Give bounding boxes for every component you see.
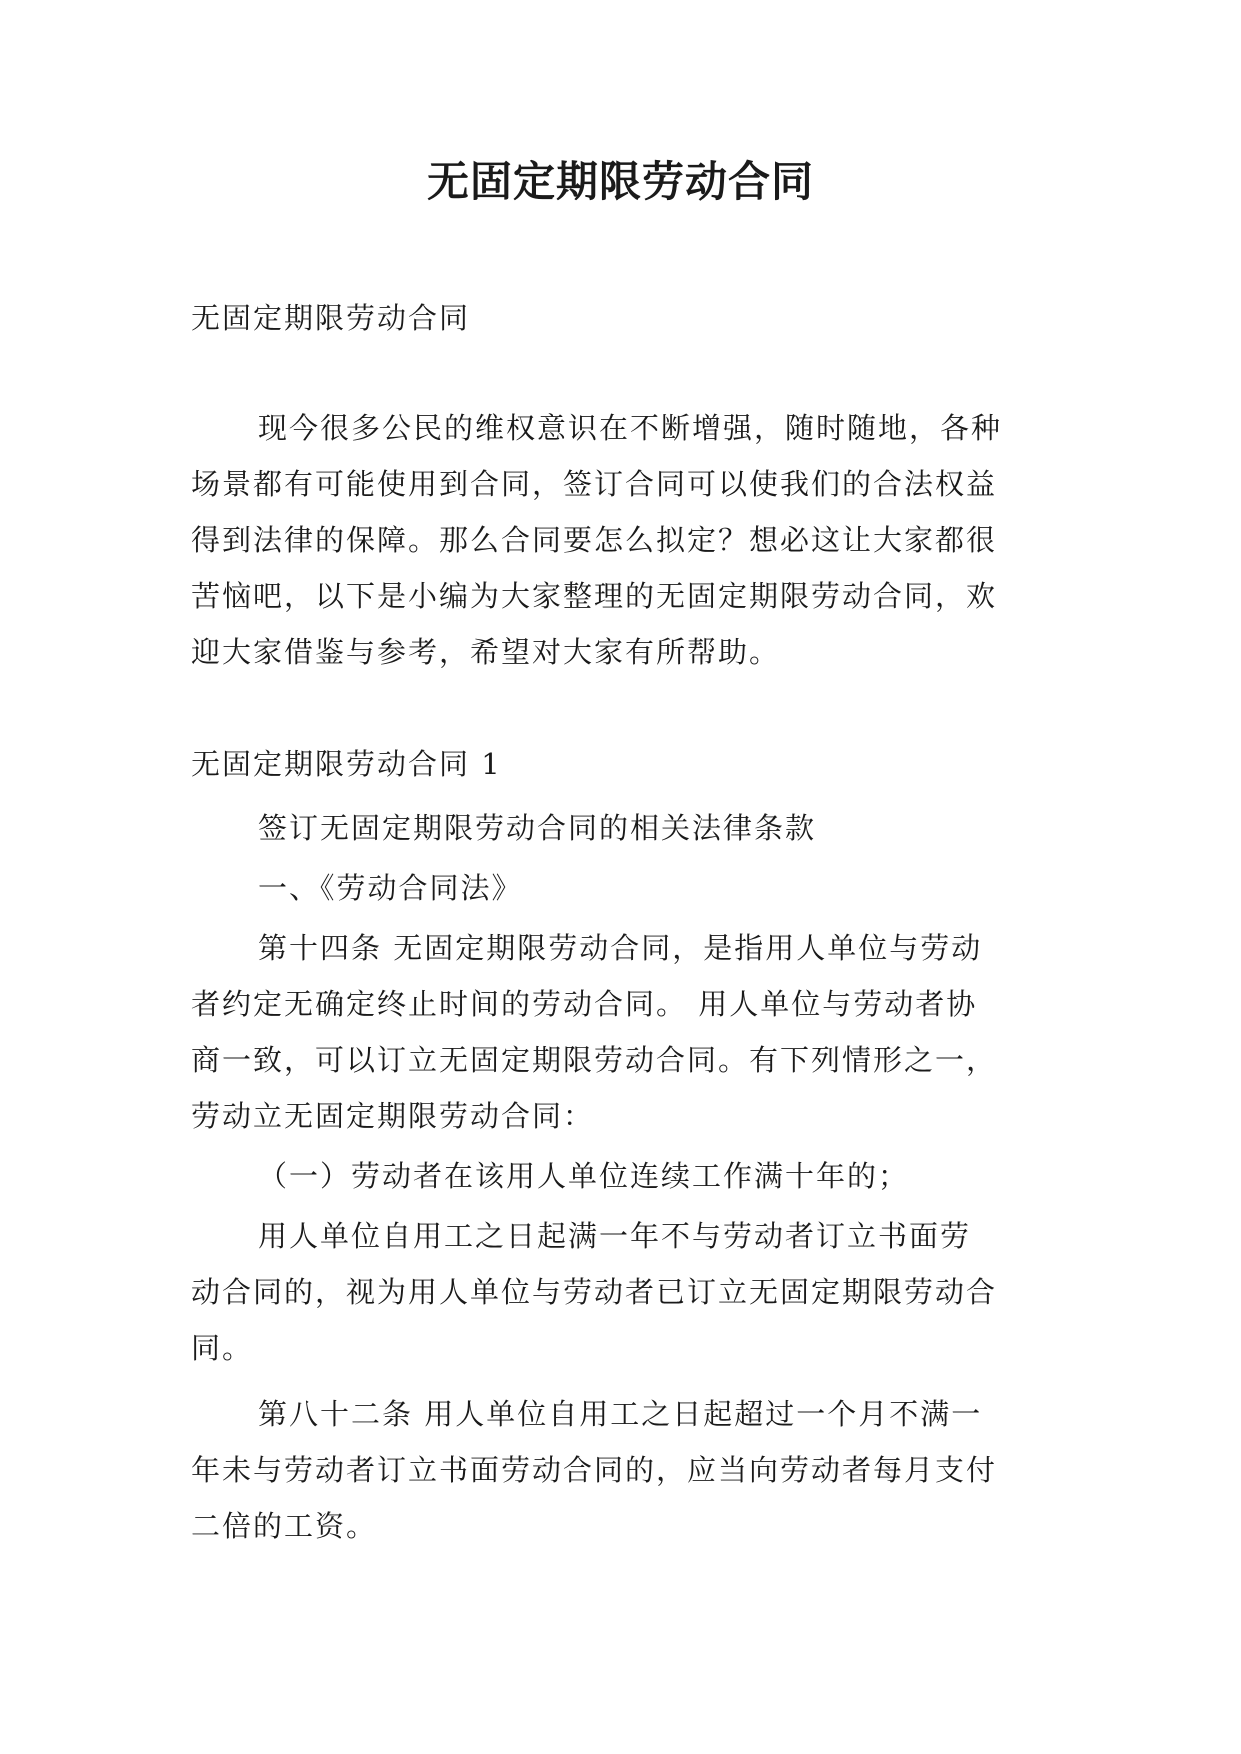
section1-heading: 无固定期限劳动合同 1 [191, 747, 502, 781]
employer-line-3: 同。 [191, 1331, 254, 1365]
article82-line-2: 年未与劳动者订立书面劳动合同的，应当向劳动者每月支付 [191, 1453, 998, 1487]
intro-line-5: 迎大家借鉴与参考，希望对大家有所帮助。 [191, 635, 781, 669]
document-title: 无固定期限劳动合同 [426, 157, 814, 206]
article14-line-3: 商一致，可以订立无固定期限劳动合同。有下列情形之一， [191, 1043, 998, 1077]
article14-line-1: 第十四条 无固定期限劳动合同，是指用人单位与劳动 [258, 931, 983, 965]
article14-item-1: （一）劳动者在该用人单位连续工作满十年的； [258, 1159, 910, 1193]
employer-line-2: 动合同的，视为用人单位与劳动者已订立无固定期限劳动合 [191, 1275, 998, 1309]
intro-line-2: 场景都有可能使用到合同，签订合同可以使我们的合法权益 [191, 467, 998, 501]
article82-line-3: 二倍的工资。 [191, 1509, 378, 1543]
intro-line-1: 现今很多公民的维权意识在不断增强，随时随地，各种 [258, 411, 1003, 445]
intro-line-3: 得到法律的保障。那么合同要怎么拟定？想必这让大家都很 [191, 523, 998, 557]
article14-line-2: 者约定无确定终止时间的劳动合同。 用人单位与劳动者协 [191, 987, 978, 1021]
article82-line-1: 第八十二条 用人单位自用工之日起超过一个月不满一 [258, 1397, 983, 1431]
law-heading: 一、《劳动合同法》 [258, 871, 523, 905]
employer-line-1: 用人单位自用工之日起满一年不与劳动者订立书面劳 [258, 1219, 972, 1253]
intro-line-4: 苦恼吧，以下是小编为大家整理的无固定期限劳动合同，欢 [191, 579, 998, 613]
article14-line-4: 劳动立无固定期限劳动合同： [191, 1099, 595, 1133]
section1-subheading: 签订无固定期限劳动合同的相关法律条款 [258, 811, 817, 845]
document-subtitle: 无固定期限劳动合同 [191, 301, 471, 335]
